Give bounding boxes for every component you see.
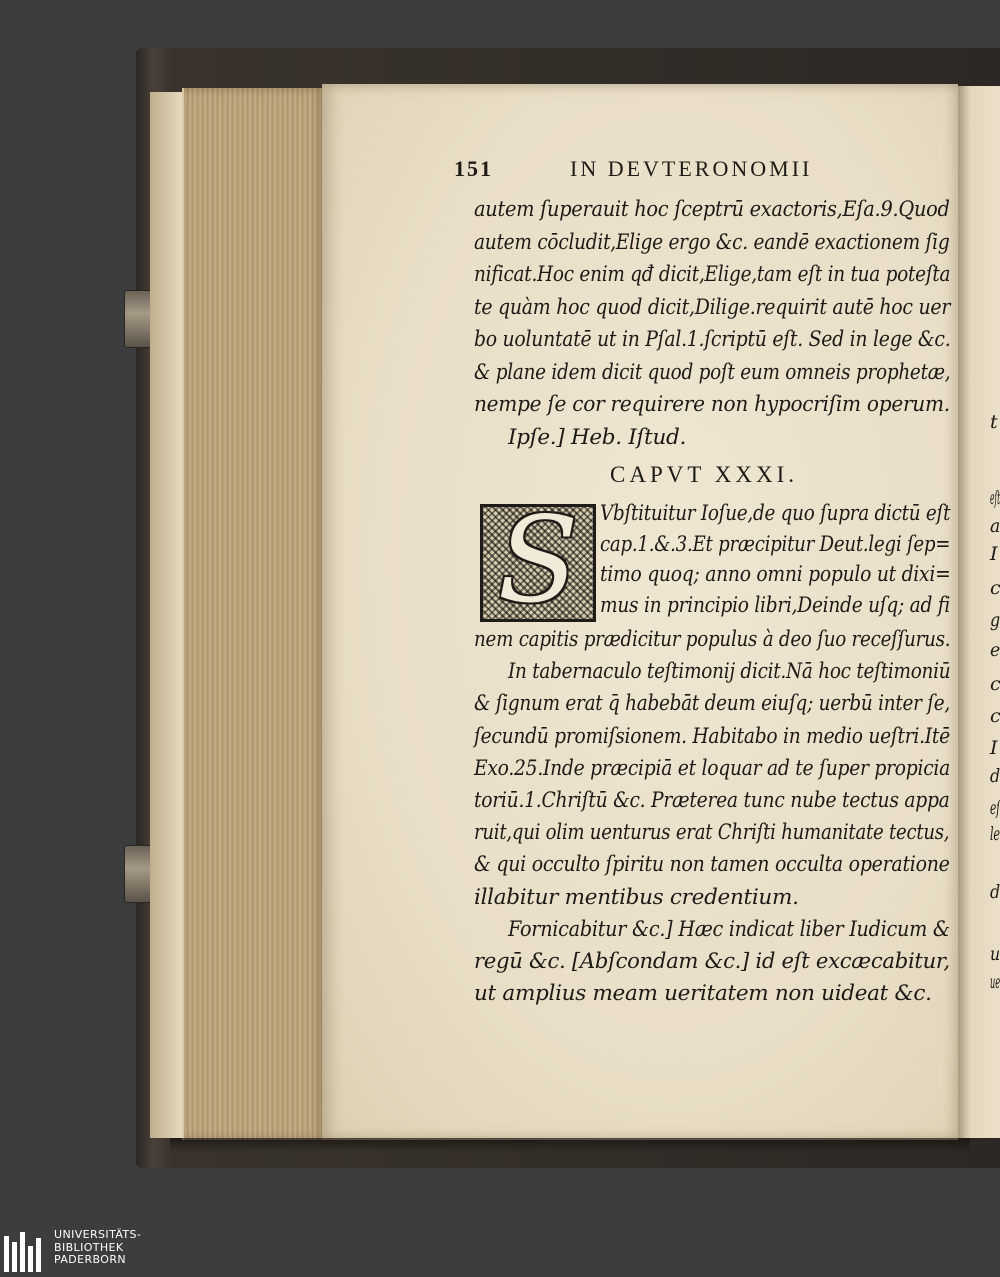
flyleaf [150,92,184,1138]
text-line: Exo.25.Inde præcipiā et loquar ad te ſuper propicia [474,755,951,781]
running-title: IN DEVTERONOMII [570,156,813,181]
library-logo-icon [2,1230,46,1274]
page-block-edge [182,88,326,1140]
facing-page-letter: ue [990,971,1000,993]
text-line: ſecundū promiſsionem. Habitabo in medio ueſtri.Itē [474,723,950,749]
text-line: Fornicabitur &c.] Hæc indicat liber Iudicum & [508,916,950,942]
text-line: autem ſuperauit hoc ſceptrū exactoris,Eſa.9.Quod [474,197,950,222]
facing-page-letter: c [990,705,1000,727]
folio-number: 151 [454,156,493,181]
text-line: & plane idem dicit quod poſt eum omneis prophetæ, [474,359,951,385]
library-name-line: BIBLIOTHEK [54,1240,124,1254]
text-line: Vbſtituitur Ioſue,de quo ſupra dictū eſt [600,501,951,526]
text-line: autem cōcludit,Elige ergo &c. eandē exactionem ſig [474,229,950,255]
text-line: toriū.1.Chriſtū &c. Præterea tunc nube tectus appa [474,788,950,813]
facing-page-letter: I [990,737,998,759]
facing-page-letter: eſ [990,797,1000,819]
running-head [454,156,954,190]
library-name [54,1229,141,1267]
facing-page-letter: g [990,609,1000,631]
facing-page-letter: le [990,823,1000,845]
facing-page-letter: I [990,543,998,565]
text-line: regū &c. [Abſcondam &c.] id eſt excæcabitur, [474,949,950,974]
facing-page-letter: e [990,639,1000,661]
text-line: & qui occulto ſpiritu non tamen occulta operatione [474,852,950,878]
text-line: te quàm hoc quod dicit,Dilige.requirit autē hoc uer [474,294,951,320]
library-name-line: PADERBORN [54,1253,127,1266]
facing-page-letter: c [990,673,1000,695]
facing-page-letter: d [990,765,1000,787]
text-line: nificat.Hoc enim qđ dicit,Elige,tam eſt in tua poteſta [474,262,951,287]
text-line: mus in principio libri,Deinde uſq; ad fi [600,592,951,618]
text-line: cap.1.&.3.Et præcipitur Deut.legi ſep= [600,531,951,557]
initial-letter: S [497,491,579,629]
institution-footer [0,1226,1000,1277]
text-line: Ipſe.] Heb. Iſtud. [508,424,687,450]
text-line: & ſignum erat q̄ habebāt deum eiuſq; uerbū inter ſe, [474,691,951,717]
library-name-line: UNIVERSITÄTS- [54,1228,142,1241]
text-line: nem capitis prædicitur populus à deo ſuo receſſurus. [474,627,951,652]
facing-page-letter: eſt [990,487,1000,509]
text-line: bo uoluntatē ut in Pſal.1.ſcriptū eſt. Sed in lege &c. [474,327,951,352]
facing-page-letter: u [990,943,1000,965]
text-line: nempe ſe cor requirere non hypocriſim operum. [474,392,950,417]
text-line: ruit,qui olim uenturus erat Chriſti humanitate tectus, [474,820,950,846]
text-line: ut amplius meam ueritatem non uideat &c. [474,981,932,1007]
chapter-heading: CAPVT XXXI. [610,462,798,487]
text-line: In tabernaculo teſtimonij dicit.Nā hoc teſtimoniū [508,659,951,685]
text-line: timo quoq; anno omni populo ut dixi= [600,562,951,587]
decorated-initial [480,491,596,629]
text-line: illabitur mentibus credentium. [474,884,799,910]
facing-page-letter: c [990,577,1000,599]
facing-page-letter: a [990,515,1000,537]
facing-page-letter: t [990,411,998,433]
facing-page-letter: d [990,881,1000,903]
book-shadow [170,1138,970,1152]
